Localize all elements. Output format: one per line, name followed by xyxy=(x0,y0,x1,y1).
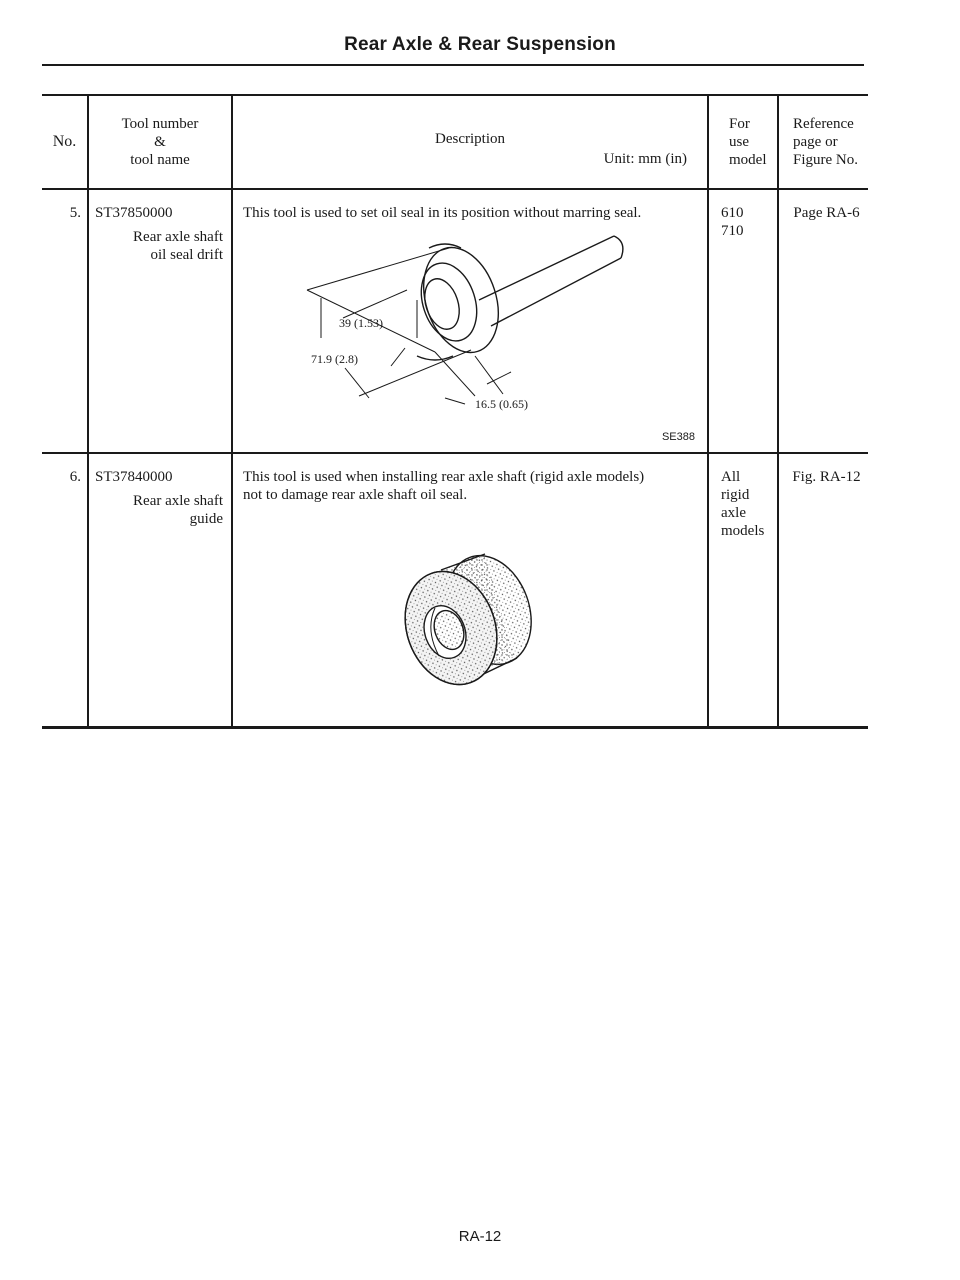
row-number: 6. xyxy=(42,453,88,728)
dimension-inner-diameter: 39 (1.53) xyxy=(339,316,383,330)
header-no: No. xyxy=(42,95,88,189)
header-tool xyxy=(88,95,232,189)
description-text: This tool is used to set oil seal in its position without marring seal. xyxy=(243,205,642,221)
tool-cell xyxy=(88,189,232,453)
tool-number: ST37840000 xyxy=(95,469,173,485)
dimension-outer-diameter: 71.9 (2.8) xyxy=(311,352,358,366)
model-cell xyxy=(708,453,778,728)
header-rule xyxy=(42,64,864,66)
model-cell xyxy=(708,189,778,453)
model-item: All rigid xyxy=(721,469,750,503)
special-tools-table xyxy=(42,94,868,729)
model-item: 710 xyxy=(721,223,744,239)
tool-cell xyxy=(88,453,232,728)
oil-seal-drift-illustration xyxy=(239,218,699,428)
tool-number: ST37850000 xyxy=(95,205,173,221)
header-tool-line3: tool name xyxy=(130,152,190,168)
table-header-row xyxy=(42,95,868,189)
header-model xyxy=(708,95,778,189)
header-reference xyxy=(778,95,868,189)
header-model-line2: use xyxy=(729,134,749,150)
axle-shaft-guide-illustration xyxy=(381,544,551,694)
page-title: Rear Axle & Rear Suspension xyxy=(344,34,616,55)
table-row xyxy=(42,453,868,728)
header-ref-line3: Figure No. xyxy=(793,152,858,168)
dimension-flange-width: 16.5 (0.65) xyxy=(475,397,528,411)
description-line1: This tool is used when installing rear axle shaft (rigid axle models) xyxy=(243,469,645,485)
header-ref-line1: Reference xyxy=(793,116,854,132)
description-cell xyxy=(232,453,708,728)
model-item: 610 xyxy=(721,205,744,221)
header-tool-line2: & xyxy=(154,134,166,150)
figure-code: SE388 xyxy=(661,430,695,443)
header-ref-line2: page or xyxy=(793,134,838,150)
page-number: RA-12 xyxy=(458,1228,502,1245)
row-number: 5. xyxy=(42,189,88,453)
tool-name-line2: guide xyxy=(189,511,223,527)
header-description xyxy=(232,95,708,189)
header-model-line3: model xyxy=(729,152,767,168)
description-cell xyxy=(232,189,708,453)
tool-name-line2: oil seal drift xyxy=(150,247,223,263)
table-row xyxy=(42,189,868,453)
header-description-label: Description xyxy=(435,131,505,147)
tool-name-line1: Rear axle shaft xyxy=(133,493,223,509)
reference-cell: Fig. RA-12 xyxy=(792,469,861,485)
header-model-line1: For xyxy=(729,116,750,132)
reference-cell: Page RA-6 xyxy=(793,205,860,221)
model-item: axle xyxy=(721,505,746,521)
header-tool-line1: Tool number xyxy=(121,116,199,132)
header-unit-label: Unit: mm (in) xyxy=(603,151,687,167)
description-line2: not to damage rear axle shaft oil seal. xyxy=(243,487,468,503)
tool-name-line1: Rear axle shaft xyxy=(133,229,223,245)
model-item: models xyxy=(721,523,765,539)
